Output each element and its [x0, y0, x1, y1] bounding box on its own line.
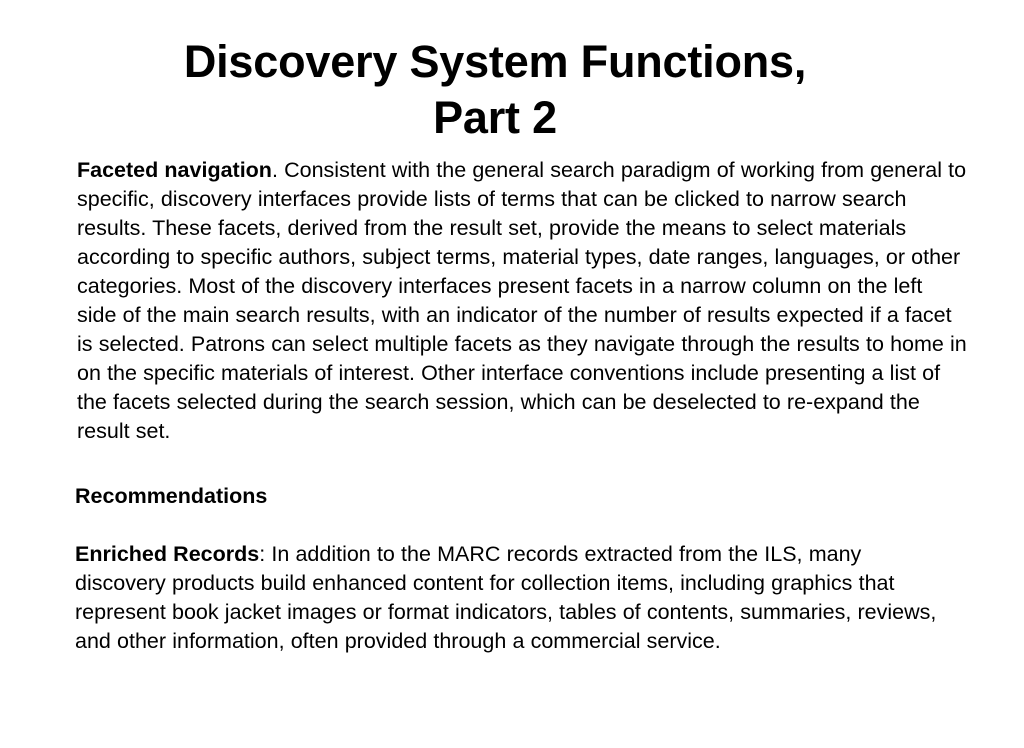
recommendations-heading: Recommendations	[75, 484, 268, 508]
slide-title-line-2: Part 2	[433, 92, 557, 143]
slide-title	[150, 34, 840, 146]
enriched-records-paragraph	[75, 540, 945, 656]
faceted-navigation-term: Faceted navigation	[77, 158, 272, 182]
enriched-records-text: : In addition to the MARC records extracted from the ILS, many discovery products build enhanced content for collection items, including graphics that represent book jacket images or format indicators, tables of contents, summaries, reviews, and other information, often provided through a commercial service.	[75, 542, 937, 653]
faceted-navigation-paragraph	[77, 156, 967, 446]
slide-title-line-1: Discovery System Functions,	[183, 36, 807, 87]
enriched-records-term: Enriched Records	[75, 542, 260, 566]
faceted-navigation-text: . Consistent with the general search paradigm of working from general to specific, discovery interfaces provide lists of terms that can be clicked to narrow search results. These facets, derived from the result set, provide the means to select materials according to specific authors, subject terms, material types, date ranges, languages, or other categories. Most of the discovery interfaces present facets in a narrow column on the left side of the main search results, with an indicator of the number of results expected if a facet is selected. Patrons can select multiple facets as they navigate through the results to home in on the specific materials of interest. Other interface conventions include presenting a list of the facets selected during the search session, which can be deselected to re-expand the result set.	[77, 158, 967, 443]
